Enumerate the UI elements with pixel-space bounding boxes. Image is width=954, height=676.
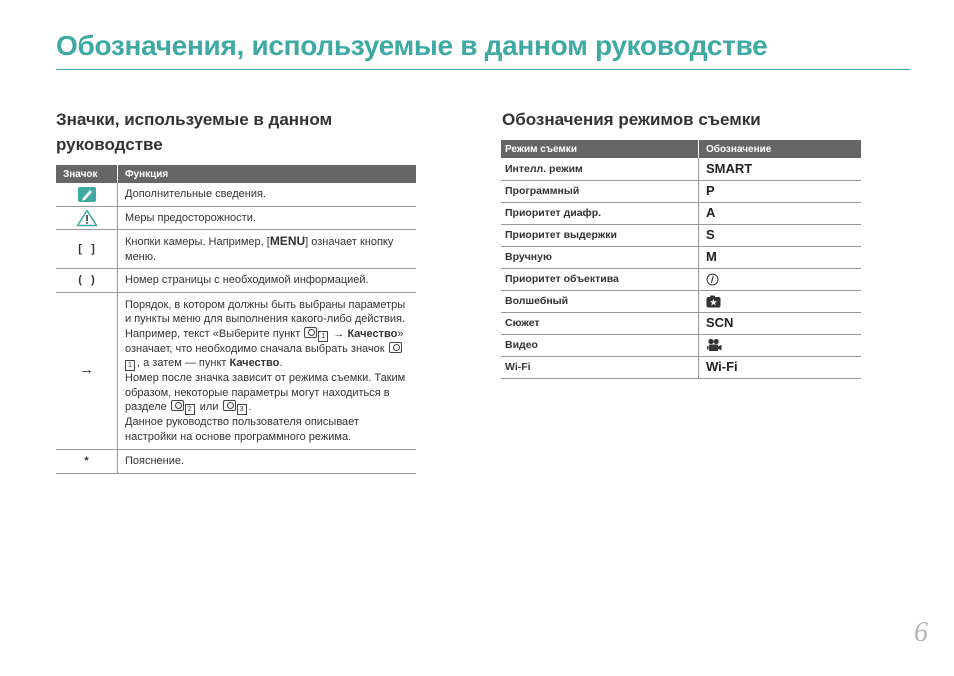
mode-name: Программный [501, 180, 699, 202]
camera-menu-icon [171, 400, 184, 411]
menu-tab-number: 3 [237, 404, 247, 415]
modes-table [501, 140, 861, 379]
row-text: Номер страницы с необходимой информацией. [118, 269, 417, 293]
page-title: Обозначения, используемые в данном руководстве [56, 30, 768, 61]
table-row [501, 180, 861, 202]
table-row [501, 334, 861, 356]
icons-table [56, 165, 416, 474]
table-row [501, 202, 861, 224]
table-row [501, 356, 861, 378]
table-row [501, 312, 861, 334]
note-icon [77, 186, 97, 203]
table-row [501, 246, 861, 268]
menu-tab-number: 2 [185, 404, 195, 415]
row-text: Меры предосторожности. [118, 206, 417, 230]
movie-camera-icon [706, 338, 722, 352]
table-header-row [56, 165, 416, 183]
mode-symbol: P [699, 180, 862, 202]
warning-icon [76, 209, 98, 227]
lens-priority-icon [706, 273, 719, 286]
menu-key-label: MENU [269, 234, 306, 248]
magic-frame-icon [706, 295, 721, 308]
row-text: Порядок, в котором должны быть выбраны параметры и пункты меню для выполнения какого-либо действия. Например, текст «Выберите пункт 1 → Качество» означает, что необходимо сначала выбрать значок 1 , а затем — пункт Качество. Номер после значка зависит от режима съемки. Таким образом, некоторые параметры могут находиться в разделе 2 или 3 . Данное руководство пользователя описывает настройки на основе программного режима. [118, 292, 417, 450]
mode-name: Приоритет выдержки [501, 224, 699, 246]
function-column-header: Функция [118, 165, 417, 183]
mode-column-header: Режим съемки [501, 140, 699, 158]
symbol-column-header: Обозначение [699, 140, 862, 158]
table-row [56, 183, 416, 206]
menu-tab-number: 1 [125, 360, 135, 371]
title-rule [56, 69, 910, 70]
camera-menu-icon [389, 342, 402, 353]
mode-name: Видео [501, 334, 699, 356]
mode-name: Вручную [501, 246, 699, 268]
row-text: Пояснение. [118, 450, 417, 474]
mode-symbol: SCN [699, 312, 862, 334]
mode-symbol: Wi-Fi [699, 356, 862, 378]
mode-name: Приоритет объектива [501, 268, 699, 290]
mode-symbol: M [699, 246, 862, 268]
arrow-symbol: → [79, 361, 94, 378]
table-row [56, 230, 416, 269]
camera-menu-icon [304, 327, 317, 338]
mode-symbol: A [699, 202, 862, 224]
table-row [56, 292, 416, 450]
table-row [56, 450, 416, 474]
page-number: 6 [914, 617, 928, 648]
icons-section-heading: Значки, используемые в данном руководстве [56, 110, 333, 154]
table-row [501, 268, 861, 290]
mode-symbol: S [699, 224, 862, 246]
asterisk-symbol: * [84, 455, 89, 467]
row-text: Дополнительные сведения. [118, 183, 417, 206]
modes-section-heading: Обозначения режимов съемки [502, 110, 761, 129]
table-row [56, 206, 416, 230]
mode-name: Приоритет диафр. [501, 202, 699, 224]
table-row [501, 290, 861, 312]
parentheses-symbol: ( ) [78, 274, 95, 286]
table-row [501, 158, 861, 180]
bracket-symbol: [ ] [78, 242, 95, 255]
mode-symbol: SMART [699, 158, 862, 180]
table-header-row [501, 140, 861, 158]
mode-name: Интелл. режим [501, 158, 699, 180]
mode-name: Wi-Fi [501, 356, 699, 378]
mode-name: Волшебный [501, 290, 699, 312]
table-row [501, 224, 861, 246]
camera-menu-icon [223, 400, 236, 411]
icon-column-header: Значок [56, 165, 118, 183]
mode-name: Сюжет [501, 312, 699, 334]
table-row [56, 269, 416, 293]
row-text: Кнопки камеры. Например, [MENU] означает кнопку меню. [118, 230, 417, 269]
menu-tab-number: 1 [318, 331, 328, 342]
